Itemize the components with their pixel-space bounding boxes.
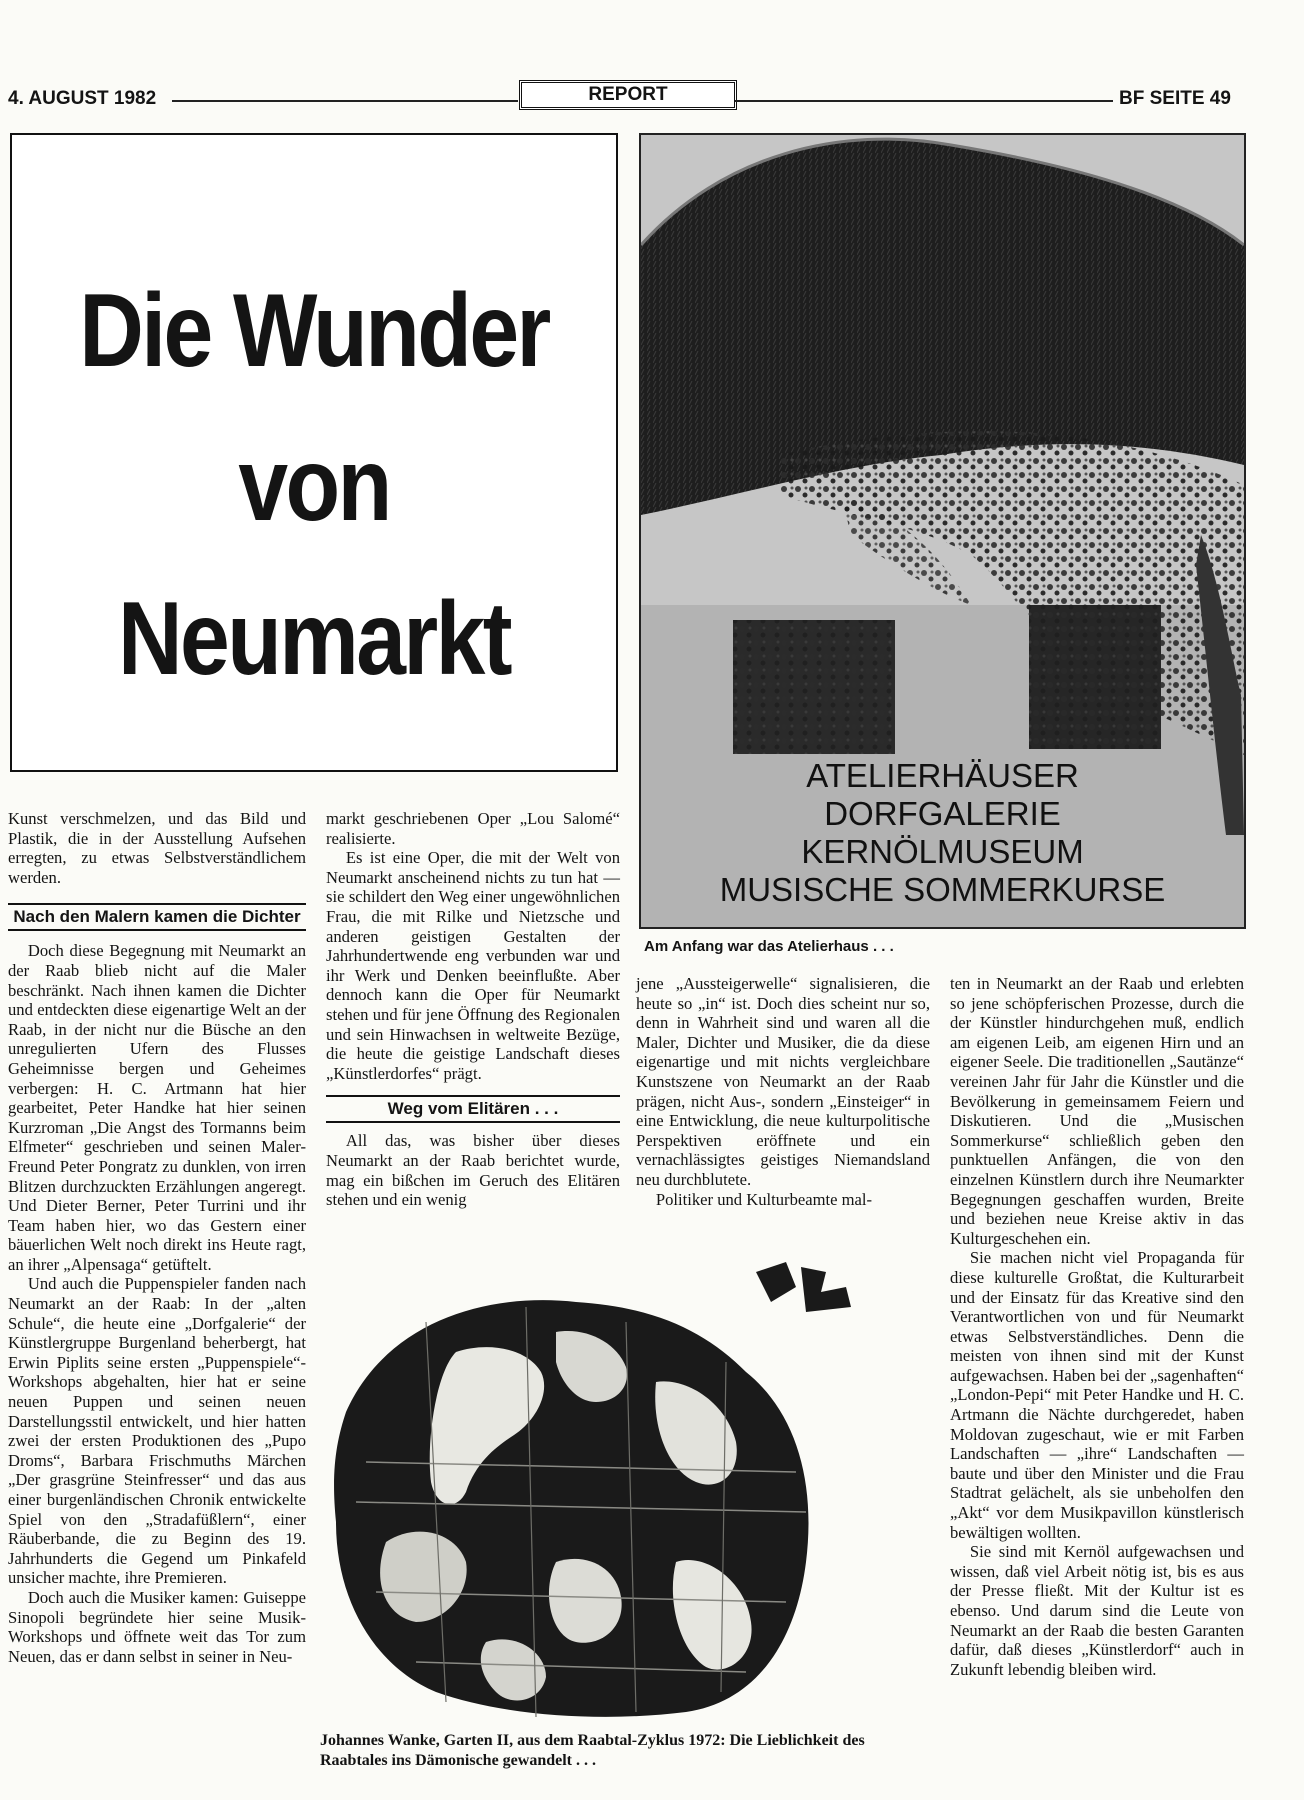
column-1	[8, 809, 306, 1666]
paragraph: All das, was bisher über dieses Neumarkt an der Raab berichtet wurde, mag ein bißchen im Geruch des Elitären stehen und ein wenig	[326, 1131, 620, 1210]
header-rule-left	[172, 100, 518, 102]
paragraph: ten in Neumarkt an der Raab und erlebten so jene schöpferischen Prozesse, durch die der Künstler hindurchgehen muß, endlich am eigenen Leib, am eigenen Hirn und an eigener Seele. Die traditionellen „Sautänze“ vereinen Jahr für Jahr die Künstler und die Bevölkerung in gemeinsamem Feiern und Diskutieren. Und die „Musischen Sommerkurse“ schließlich geben den punktuellen Anfängen, die von den einzelnen Künstlern durch ihre Neumarkter Begegnungen geschaffen wurden, Breite und beziehen neue Kreise aktiv in das Kulturgeschehen ein.	[950, 974, 1244, 1248]
column-4	[950, 974, 1244, 1679]
paragraph: markt geschriebenen Oper „Lou Salomé“ realisierte.	[326, 809, 620, 848]
header-rule-right	[735, 100, 1113, 102]
photo-overlay-line-1: ATELIERHÄUSER	[806, 757, 1079, 794]
issue-date: 4. AUGUST 1982	[8, 88, 157, 109]
headline-line-3: Neumarkt	[118, 581, 510, 697]
column-3	[636, 974, 930, 1209]
subheading-2: Weg vom Elitären . . .	[326, 1095, 620, 1123]
paragraph: Es ist eine Oper, die mit der Welt von Neumarkt anscheinend nichts zu tun hat — sie schildert den Weg einer ungewöhnlichen Frau, die mit Rilke und Nietzsche und anderen geistigen Gestalten der Jahrhundertwende eng verbunden war und ihr Werk und Denken beeinflußte. Aber dennoch kann die Oper für Neumarkt stehen und für jene Öffnung des Regionalen und sein Hinwachsen in weltweite Bezüge, die heute die geistige Landschaft dieses „Künstlerdorfes“ prägt.	[326, 848, 620, 1083]
headline-box	[10, 133, 618, 772]
woodcut-image	[326, 1262, 924, 1722]
subheading-1: Nach den Malern kamen die Dichter	[8, 903, 306, 931]
photo-overlay-line-4: MUSISCHE SOMMERKURSE	[719, 871, 1166, 908]
paragraph: Sie sind mit Kernöl aufgewachsen und wissen, daß viel Arbeit nötig ist, bis es aus der Presse fließt. Mit der Kultur ist es ebenso. Und darum sind die Leute von Neumarkt an der Raab die besten Garanten dafür, daß dieses „Künstlerdorf“ auch in Zukunft lebendig bleiben wird.	[950, 1542, 1244, 1679]
woodcut-illustration	[326, 1262, 924, 1722]
paragraph: Doch diese Begegnung mit Neumarkt an der Raab blieb nicht auf die Maler beschränkt. Nach ihnen kamen die Dichter und entdeckten diese eigenartige Welt an der Raab, in der nicht nur die Büsche an den unregulierten Ufern des Flusses Geheimnisse bergen und Geheimes verbergen: H. C. Artmann hat hier gearbeitet, Peter Handke hat hier seinen Kurzroman „Die Angst des Tormanns beim Elfmeter“ geschrieben und seinen Maler-Freund Peter Pongratz zu dunklen, von irren Blitzen durchzuckten Erzählungen angeregt. Und Dieter Berner, Peter Turrini und ihr Team haben hier, wo das Gestern einer bäuerlichen Welt noch direkt ins Heute ragt, an ihrer „Alpensaga“ getüftelt.	[8, 941, 306, 1274]
page-number: BF SEITE 49	[1119, 88, 1231, 109]
photo-caption: Am Anfang war das Atelierhaus . . .	[644, 938, 894, 955]
paragraph: Politiker und Kulturbeamte mal-	[655, 1189, 873, 1209]
paragraph: Sie machen nicht viel Propaganda für diese kulturelle Großtat, die Kulturarbeit und der Einsatz für das Kreative sind den Verantwortlichen von und für Neumarkt etwas Selbstverständliches. Denn die meisten von ihnen sind mit der Kunst aufgewachsen. Haben bei der „sagenhaften“ „London-Pepi“ mit Peter Handke und H. C. Artmann die Nächte durchgeredet, haben Moldovan zugeschaut, wie er mit Farben Landschaften — „ihre“ Landschaften — baute und über den Minister und die Frau Stadtrat gelächelt, als sie unbeholfen den „Akt“ vor dem Musikpavillon künstlerisch bewältigen wollten.	[950, 1248, 1244, 1542]
headline-line-2: von	[238, 427, 390, 543]
section-label: REPORT	[519, 80, 737, 110]
paragraph: jene „Aussteigerwelle“ signalisieren, die heute so „in“ ist. Doch dies scheint nur so, denn in Wahrheit sind und waren all die Maler, Dichter und Musiker, die da diese eigenartige und mit nichts vergleichbare Kunstszene von Neumarkt an der Raab prägen, nicht Aus-, sondern „Einsteiger“ in eine Entwicklung, die neue kulturpolitische Perspektiven eröffnete und ein vernachlässigtes geistiges Niemandsland neu durchblutete.	[636, 974, 930, 1189]
paragraph: Und auch die Puppenspieler fanden nach Neumarkt an der Raab: In der „alten Schule“, die heute eine „Dorfgalerie“ der Künstlergruppe Burgenland beherbergt, hat Erwin Piplits seine ersten „Puppenspiele“-Workshops abgehalten, hier hat er seine neuen Puppen und seinen neuen Darstellungsstil entwickelt, und hier hatten zwei der ersten Produktionen des „Pupo Droms“, Barbara Frischmuths Märchen „Der grasgrüne Steinfresser“ und das aus einer burgenländischen Chronik entwickelte Spiel von den „Stradafüßlern“, einer Räuberbande, die zu Beginn des 19. Jahrhunderts die Gegend um Pinkafeld unsicher machte, ihre Premieren.	[8, 1274, 306, 1588]
headline-line-1: Die Wunder	[79, 273, 549, 389]
intro-paragraph: Kunst verschmelzen, und das Bild und Plastik, die in der Ausstellung Aufsehen erregten, zu etwas Selbstverständlichem werden.	[8, 809, 306, 887]
paragraph: Doch auch die Musiker kamen: Guiseppe Sinopoli begründete hier seine Musik-Workshops und öffnete weit das Tor zum Neuen, das er dann selbst in seiner in Neu-	[8, 1587, 306, 1666]
woodcut-caption: Johannes Wanke, Garten II, aus dem Raabtal-Zyklus 1972: Die Lieblichkeit des Raabtales ins Dämonische gewandelt . . .	[320, 1732, 865, 1769]
photo-overlay-line-3: KERNÖLMUSEUM	[801, 833, 1084, 870]
photo-overlay-line-2: DORFGALERIE	[824, 795, 1061, 832]
column-2	[326, 809, 620, 1210]
atelierhaus-photo	[639, 133, 1246, 929]
